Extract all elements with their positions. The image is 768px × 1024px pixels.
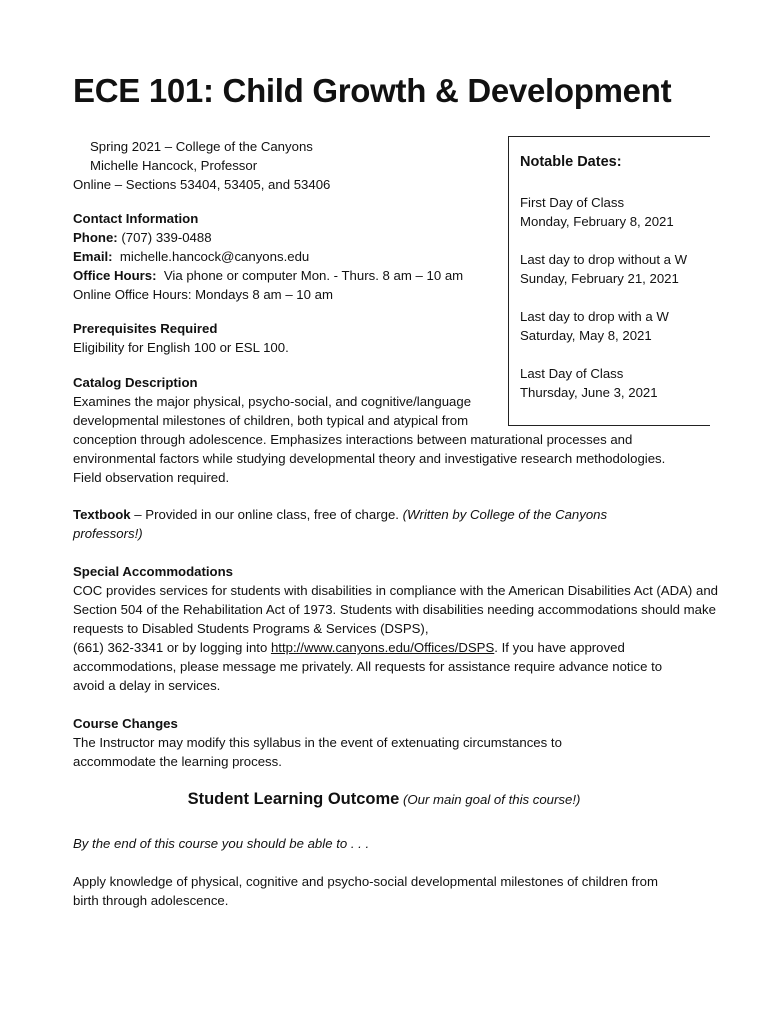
catalog-heading: Catalog Description bbox=[73, 375, 198, 390]
phone-label: Phone: bbox=[73, 230, 118, 245]
date-item bbox=[520, 307, 669, 345]
office-hours-label: Office Hours: bbox=[73, 268, 157, 283]
outcome-title: Student Learning Outcome bbox=[187, 790, 400, 808]
online-office-hours: Online Office Hours: Mondays 8 am – 10 am bbox=[73, 287, 333, 302]
date-item bbox=[520, 250, 687, 288]
date-item bbox=[520, 364, 658, 402]
term-line: Spring 2021 – College of the Canyons bbox=[90, 139, 313, 154]
course-header bbox=[73, 137, 503, 194]
course-changes-text: The Instructor may modify this syllabus in the event of extenuating circumstances to accommodate the learning process. bbox=[73, 735, 562, 769]
instructor-line: Michelle Hancock, Professor bbox=[90, 158, 258, 173]
prerequisites-text: Eligibility for English 100 or ESL 100. bbox=[73, 340, 289, 355]
notable-dates-title: Notable Dates: bbox=[520, 154, 622, 170]
office-hours-value: Via phone or computer Mon. - Thurs. 8 am – 10 am bbox=[156, 268, 464, 283]
date-label: Last day to drop with a W bbox=[520, 309, 669, 324]
sections-line: Online – Sections 53404, 53405, and 53406 bbox=[73, 177, 331, 192]
accommodations-text-1: COC provides services for students with disabilities in compliance with the American Disabilities Act (ADA) and Section 504 of the Rehabilitation Act of 1973. Students with disabilities needing accommodations should make requests to Disabled Students Programs & Services (DSPS), bbox=[73, 583, 718, 636]
office-hours-line bbox=[73, 266, 503, 285]
phone-value: (707) 339-0488 bbox=[117, 230, 212, 245]
date-value: Sunday, February 21, 2021 bbox=[520, 271, 679, 286]
catalog-text: conception through adolescence. Emphasizes interactions between maturational processes and environmental factors while studying developmental theory and investigative research methodologies. Field observation required. bbox=[73, 432, 666, 485]
phone-line bbox=[73, 228, 503, 247]
contact-heading: Contact Information bbox=[73, 211, 199, 226]
email-label: Email: bbox=[73, 249, 113, 264]
textbook-text: – Provided in our online class, free of charge. bbox=[130, 507, 403, 522]
date-item bbox=[520, 193, 674, 231]
outcome-intro: By the end of this course you should be able to . . . bbox=[73, 836, 370, 851]
course-changes-section bbox=[73, 714, 633, 771]
date-label: Last Day of Class bbox=[520, 366, 624, 381]
accommodations-text-3: . If you have approved accommodations, please message me privately. All requests for assistance require advance notice to avoid a delay in services. bbox=[73, 640, 663, 693]
textbook-label: Textbook bbox=[73, 507, 131, 522]
date-value: Monday, February 8, 2021 bbox=[520, 214, 674, 229]
outcome-heading-line bbox=[0, 790, 768, 809]
prerequisites-heading: Prerequisites Required bbox=[73, 321, 218, 336]
notable-dates-box bbox=[508, 136, 710, 426]
date-label: First Day of Class bbox=[520, 195, 625, 210]
dsps-link[interactable]: http://www.canyons.edu/Offices/DSPS bbox=[270, 640, 495, 655]
accommodations-section bbox=[73, 562, 733, 695]
date-value: Thursday, June 3, 2021 bbox=[520, 385, 658, 400]
textbook-section bbox=[73, 505, 653, 543]
accommodations-phone: (661) 362-3341 or by logging into bbox=[73, 640, 271, 655]
outcome-text: Apply knowledge of physical, cognitive and psycho-social developmental milestones of children from birth through adolescence. bbox=[73, 874, 658, 908]
date-label: Last day to drop without a W bbox=[520, 252, 688, 267]
email-value: michelle.hancock@canyons.edu bbox=[112, 249, 310, 264]
contact-section bbox=[73, 209, 503, 304]
textbook-note: (Written by College of the Canyons professors!) bbox=[73, 507, 608, 541]
email-line bbox=[73, 247, 503, 266]
accommodations-text-2 bbox=[73, 638, 693, 695]
page-title: ECE 101: Child Growth & Development bbox=[73, 72, 672, 109]
catalog-line-2: developmental milestones of children, both typical and atypical from bbox=[73, 413, 469, 428]
course-changes-heading: Course Changes bbox=[73, 716, 178, 731]
accommodations-heading: Special Accommodations bbox=[73, 564, 234, 579]
date-value: Saturday, May 8, 2021 bbox=[520, 328, 652, 343]
catalog-line-1: Examines the major physical, psycho-social, and cognitive/language bbox=[73, 394, 472, 409]
outcome-subtitle: (Our main goal of this course!) bbox=[399, 792, 581, 807]
prerequisites-section bbox=[73, 319, 503, 357]
